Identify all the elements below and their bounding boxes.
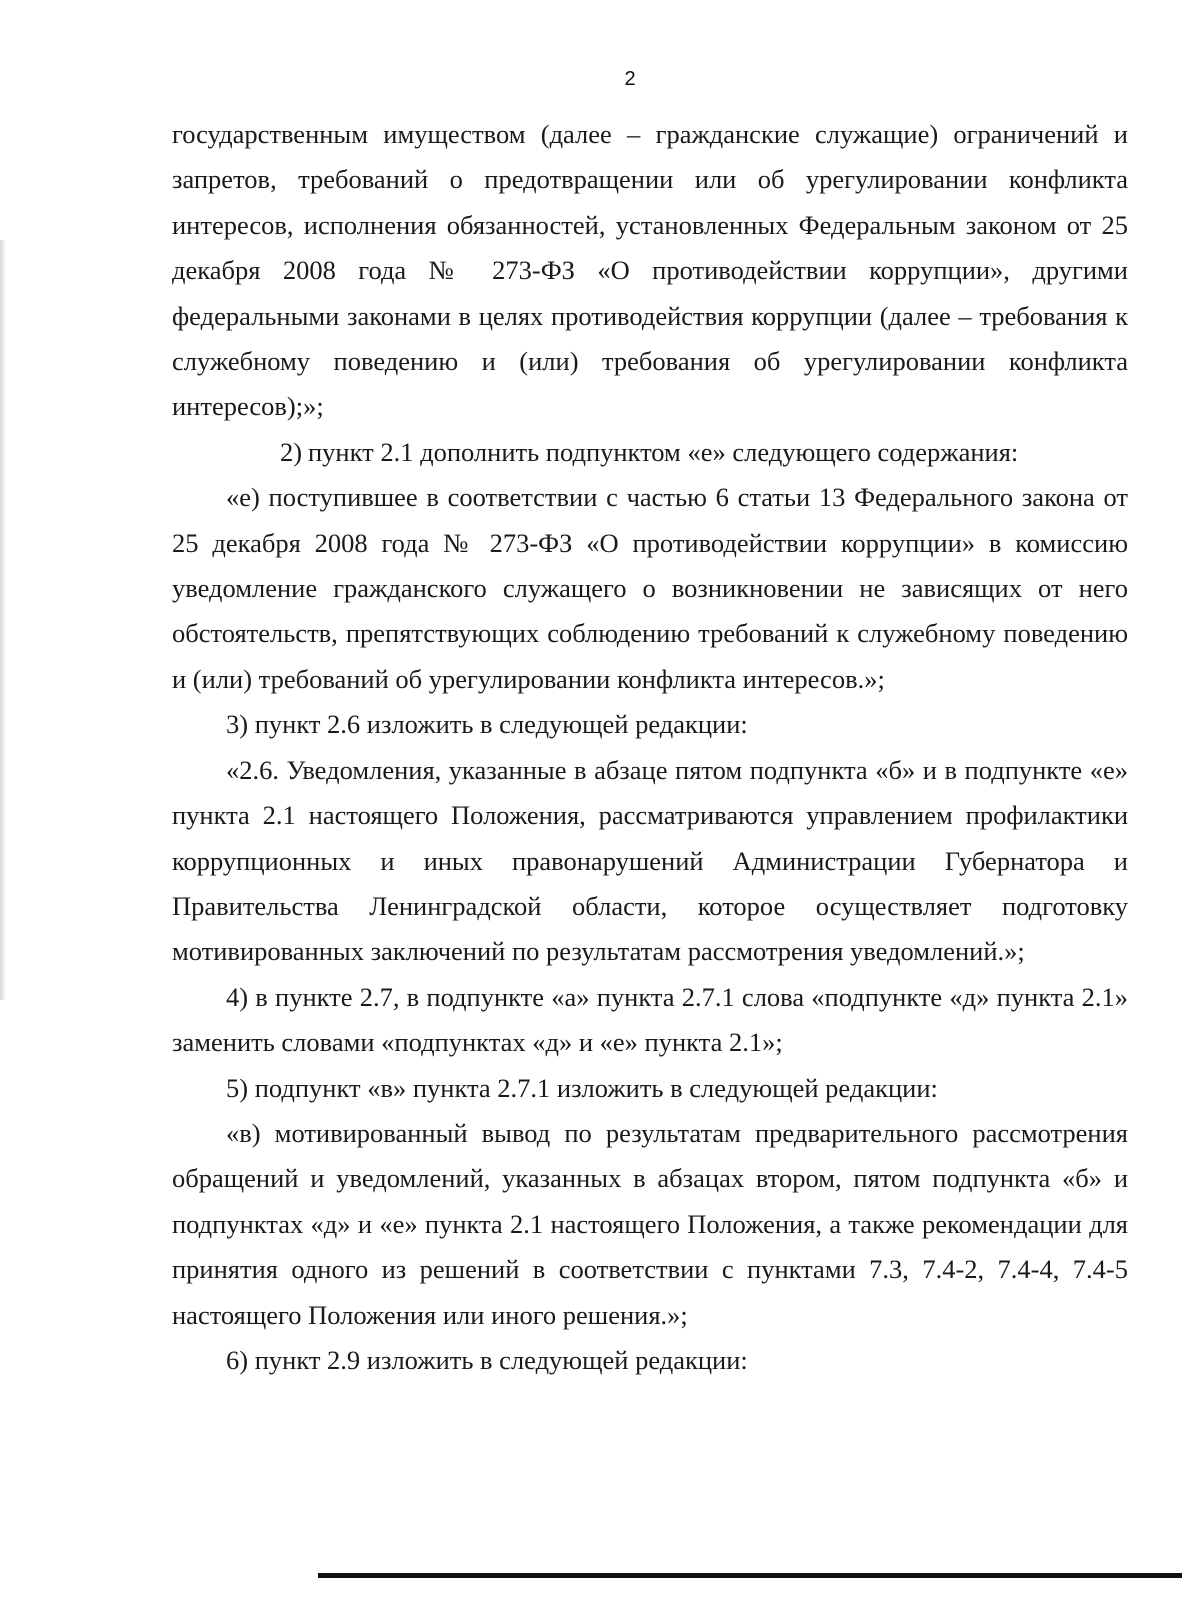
- paragraph-subitem-e: «е) поступившее в соответствии с частью 6 статьи 13 Федерального закона от 25 декабря 2008 года № 273-ФЗ «О противодействии коррупции» в комиссию уведомление гражданского служащего о возникновении не зависящих от него обстоятельств, препятствующих соблюдению требований к служебному поведению и (или) требований об урегулировании конфликта интересов.»;: [172, 482, 1128, 694]
- paragraph-clause-2-6: «2.6. Уведомления, указанные в абзаце пятом подпункта «б» и в подпункте «е» пункта 2.1 настоящего Положения, рассматриваются управлением профилактики коррупционных и иных правонарушений Администрации Губернатора и Правительства Ленинградской области, которое осуществляет подготовку мотивированных заключений по результатам рассмотрения уведомлений.»;: [172, 754, 1128, 967]
- paragraph-item-4: 4) в пункте 2.7, в подпункте «а» пункта 2.7.1 слова «подпункте «д» пункта 2.1» заменить словами «подпунктах «д» и «е» пункта 2.1»;: [172, 981, 1128, 1058]
- paragraph-item-5: 5) подпункт «в» пункта 2.7.1 изложить в следующей редакции:: [226, 1072, 938, 1103]
- item-2-text: пункт 2.1 дополнить подпунктом «е» следующего содержания:: [308, 436, 1019, 467]
- paragraph-item-3: 3) пункт 2.6 изложить в следующей редакции:: [226, 709, 748, 740]
- scan-edge-shadow: [0, 240, 6, 1000]
- paragraph-item-6: 6) пункт 2.9 изложить в следующей редакции:: [226, 1344, 748, 1375]
- paragraph-item-2: [172, 430, 1128, 475]
- document-body: [172, 112, 1128, 1383]
- paragraph-continuation: государственным имуществом (далее – гражданские служащие) ограничений и запретов, требований о предотвращении или об урегулировании конфликта интересов, исполнения обязанностей, установленных Федеральным законом от 25 декабря 2008 года № 273-ФЗ «О противодействии коррупции», другими федеральными законами в целях противодействия коррупции (далее – требования к служебному поведению и (или) требования об урегулировании конфликта интересов);»;: [172, 119, 1128, 422]
- page-number: 2: [624, 68, 636, 90]
- paragraph-subitem-v: «в) мотивированный вывод по результатам предварительного рассмотрения обращений и уведомлений, указанных в абзацах втором, пятом подпункта «б» и подпунктах «д» и «е» пункта 2.1 настоящего Положения, а также рекомендации для принятия одного из решений в соответствии с пунктами 7.3, 7.4-2, 7.4-4, 7.4-5 настоящего Положения или иного решения.»;: [172, 1117, 1128, 1330]
- scan-edge-bottom-line: [318, 1573, 1182, 1578]
- item-2-number: 2): [280, 436, 303, 467]
